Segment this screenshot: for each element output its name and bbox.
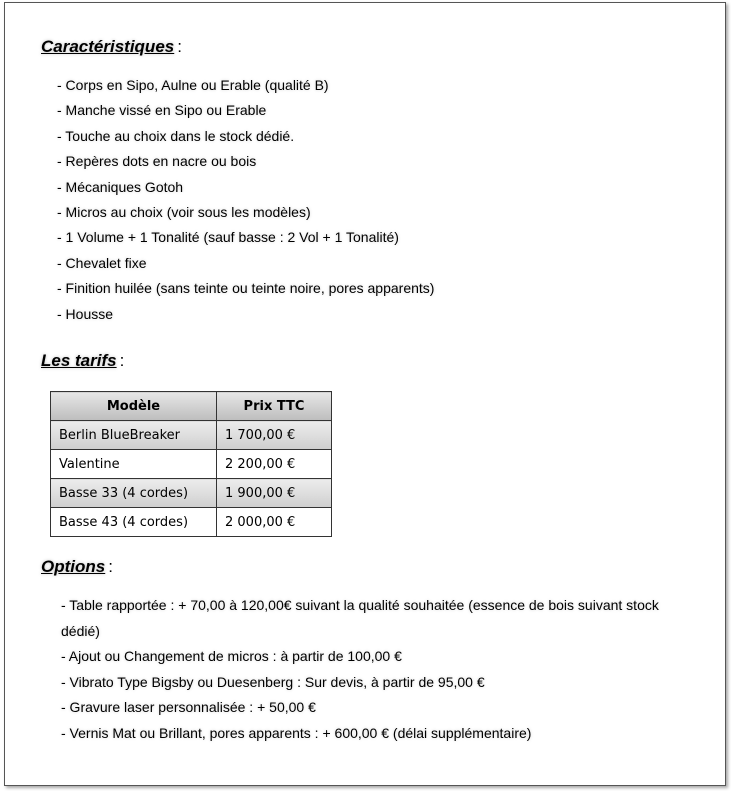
heading-tarifs: [41, 351, 124, 371]
options-list: [61, 593, 701, 746]
table-row: [51, 508, 332, 537]
list-item: - Touche au choix dans le stock dédié.: [57, 127, 295, 144]
list-item: - Repères dots en nacre ou bois: [57, 153, 257, 170]
price-cell: 2 200,00 €: [217, 450, 332, 479]
heading-options-text: Options: [41, 557, 106, 576]
table-row: [51, 450, 332, 479]
column-header-prix: Prix TTC: [217, 392, 332, 421]
characteristics-list: [57, 73, 434, 327]
table-header-row: [51, 392, 332, 421]
price-cell: 1 700,00 €: [217, 421, 332, 450]
list-item: - 1 Volume + 1 Tonalité (sauf basse : 2 Vol + 1 Tonalité): [57, 229, 399, 246]
model-cell: Valentine: [51, 450, 217, 479]
model-cell: Basse 43 (4 cordes): [51, 508, 217, 537]
model-cell: Basse 33 (4 cordes): [51, 479, 217, 508]
table-row: [51, 479, 332, 508]
heading-colon: :: [108, 557, 113, 576]
list-item: - Table rapportée : + 70,00 à 120,00€ suivant la qualité souhaitée (essence de bois suivant stock dédié): [61, 597, 659, 639]
list-item: - Gravure laser personnalisée : + 50,00 €: [61, 699, 316, 715]
column-header-modele: Modèle: [51, 392, 217, 421]
list-item: - Manche vissé en Sipo ou Erable: [57, 102, 267, 119]
model-cell: Berlin BlueBreaker: [51, 421, 217, 450]
heading-colon: :: [119, 351, 125, 370]
price-cell: 1 900,00 €: [217, 479, 332, 508]
list-item: - Finition huilée (sans teinte ou teinte noire, pores apparents): [57, 280, 435, 297]
list-item: - Corps en Sipo, Aulne ou Erable (qualité B): [57, 77, 329, 93]
price-table: [50, 391, 332, 537]
document-frame: [4, 2, 726, 786]
list-item: - Ajout ou Changement de micros : à partir de 100,00 €: [61, 648, 402, 664]
list-item: - Mécaniques Gotoh: [57, 178, 184, 195]
list-item: - Micros au choix (voir sous les modèles): [57, 203, 311, 220]
list-item: - Chevalet fixe: [57, 254, 147, 271]
price-cell: 2 000,00 €: [217, 508, 332, 537]
heading-colon: :: [177, 37, 182, 56]
list-item: - Vibrato Type Bigsby ou Duesenberg : Sur devis, à partir de 95,00 €: [61, 673, 485, 690]
list-item: - Vernis Mat ou Brillant, pores apparents : + 600,00 € (délai supplémentaire): [61, 724, 532, 741]
heading-options: [41, 557, 113, 577]
heading-caracteristiques: [41, 37, 182, 57]
list-item: - Housse: [57, 305, 114, 322]
heading-tarifs-text: Les tarifs: [41, 351, 117, 370]
table-row: [51, 421, 332, 450]
heading-caracteristiques-text: Caractéristiques: [41, 37, 175, 56]
